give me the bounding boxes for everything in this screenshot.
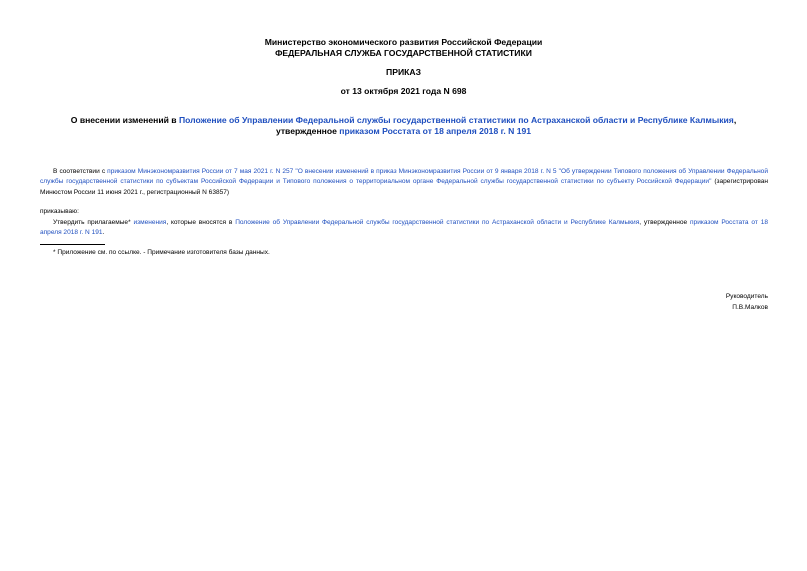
signatory-name: П.В.Малков <box>732 304 768 311</box>
approve-text-2: , которые вносятся в <box>166 219 236 226</box>
document-title <box>40 115 767 137</box>
title-prefix: О внесении изменений в <box>70 115 179 125</box>
document-type: ПРИКАЗ <box>386 67 421 77</box>
signature-block <box>726 291 768 313</box>
approve-text-1: Утвердить прилагаемые* <box>53 219 134 226</box>
basis-link-order[interactable]: приказом Минэкономразвития России от 7 мая 2021 г. N 257 "О внесении изменений в приказ Минэкономразвития России от 9 января 2018 г. N 5 "Об утверждении Типового положения об Управлении Федеральной службы государственной статистики по субъектам Российской Федерации и Типового положения о территориальном органе Федеральной службы государственной статистики по субъекту Российской Федерации" <box>40 168 768 186</box>
title-middle: , утвержденное <box>275 115 737 136</box>
service-name: ФЕДЕРАЛЬНАЯ СЛУЖБА ГОСУДАРСТВЕННОЙ СТАТИСТИКИ <box>275 48 532 58</box>
signatory-position: Руководитель <box>725 293 768 300</box>
ministry-name: Министерство экономического развития Российской Федерации <box>264 37 543 47</box>
title-link-order[interactable]: приказом Росстата от 18 апреля 2018 г. N 191 <box>339 126 532 136</box>
paragraph-order-word: приказываю: <box>40 208 79 215</box>
footnote: * Приложение см. по ссылке. - Примечание изготовителя базы данных. <box>53 249 270 256</box>
approve-link-regulation[interactable]: Положение об Управлении Федеральной службы государственной статистики по Астраханской области и Республике Калмыкия <box>235 219 640 226</box>
basis-text-2: (зарегистрирован Минюстом России 11 июня 2021 г., регистрационный N 63857) <box>40 178 769 196</box>
approve-text-4: . <box>102 229 105 237</box>
approve-link-order[interactable]: приказом Росстата от 18 апреля 2018 г. N 191 <box>40 219 768 237</box>
paragraph-basis <box>40 167 768 198</box>
footnote-divider <box>40 244 105 245</box>
approve-link-changes[interactable]: изменения <box>133 219 167 226</box>
title-link-regulation[interactable]: Положение об Управлении Федеральной службы государственной статистики по Астраханской области и Республике Калмыкия <box>178 115 734 125</box>
basis-text-1: В соответствии с <box>53 168 108 175</box>
paragraph-approve <box>40 218 768 239</box>
approve-text-3: , утвержденное <box>639 219 691 226</box>
document-date: от 13 октября 2021 года N 698 <box>340 86 467 96</box>
